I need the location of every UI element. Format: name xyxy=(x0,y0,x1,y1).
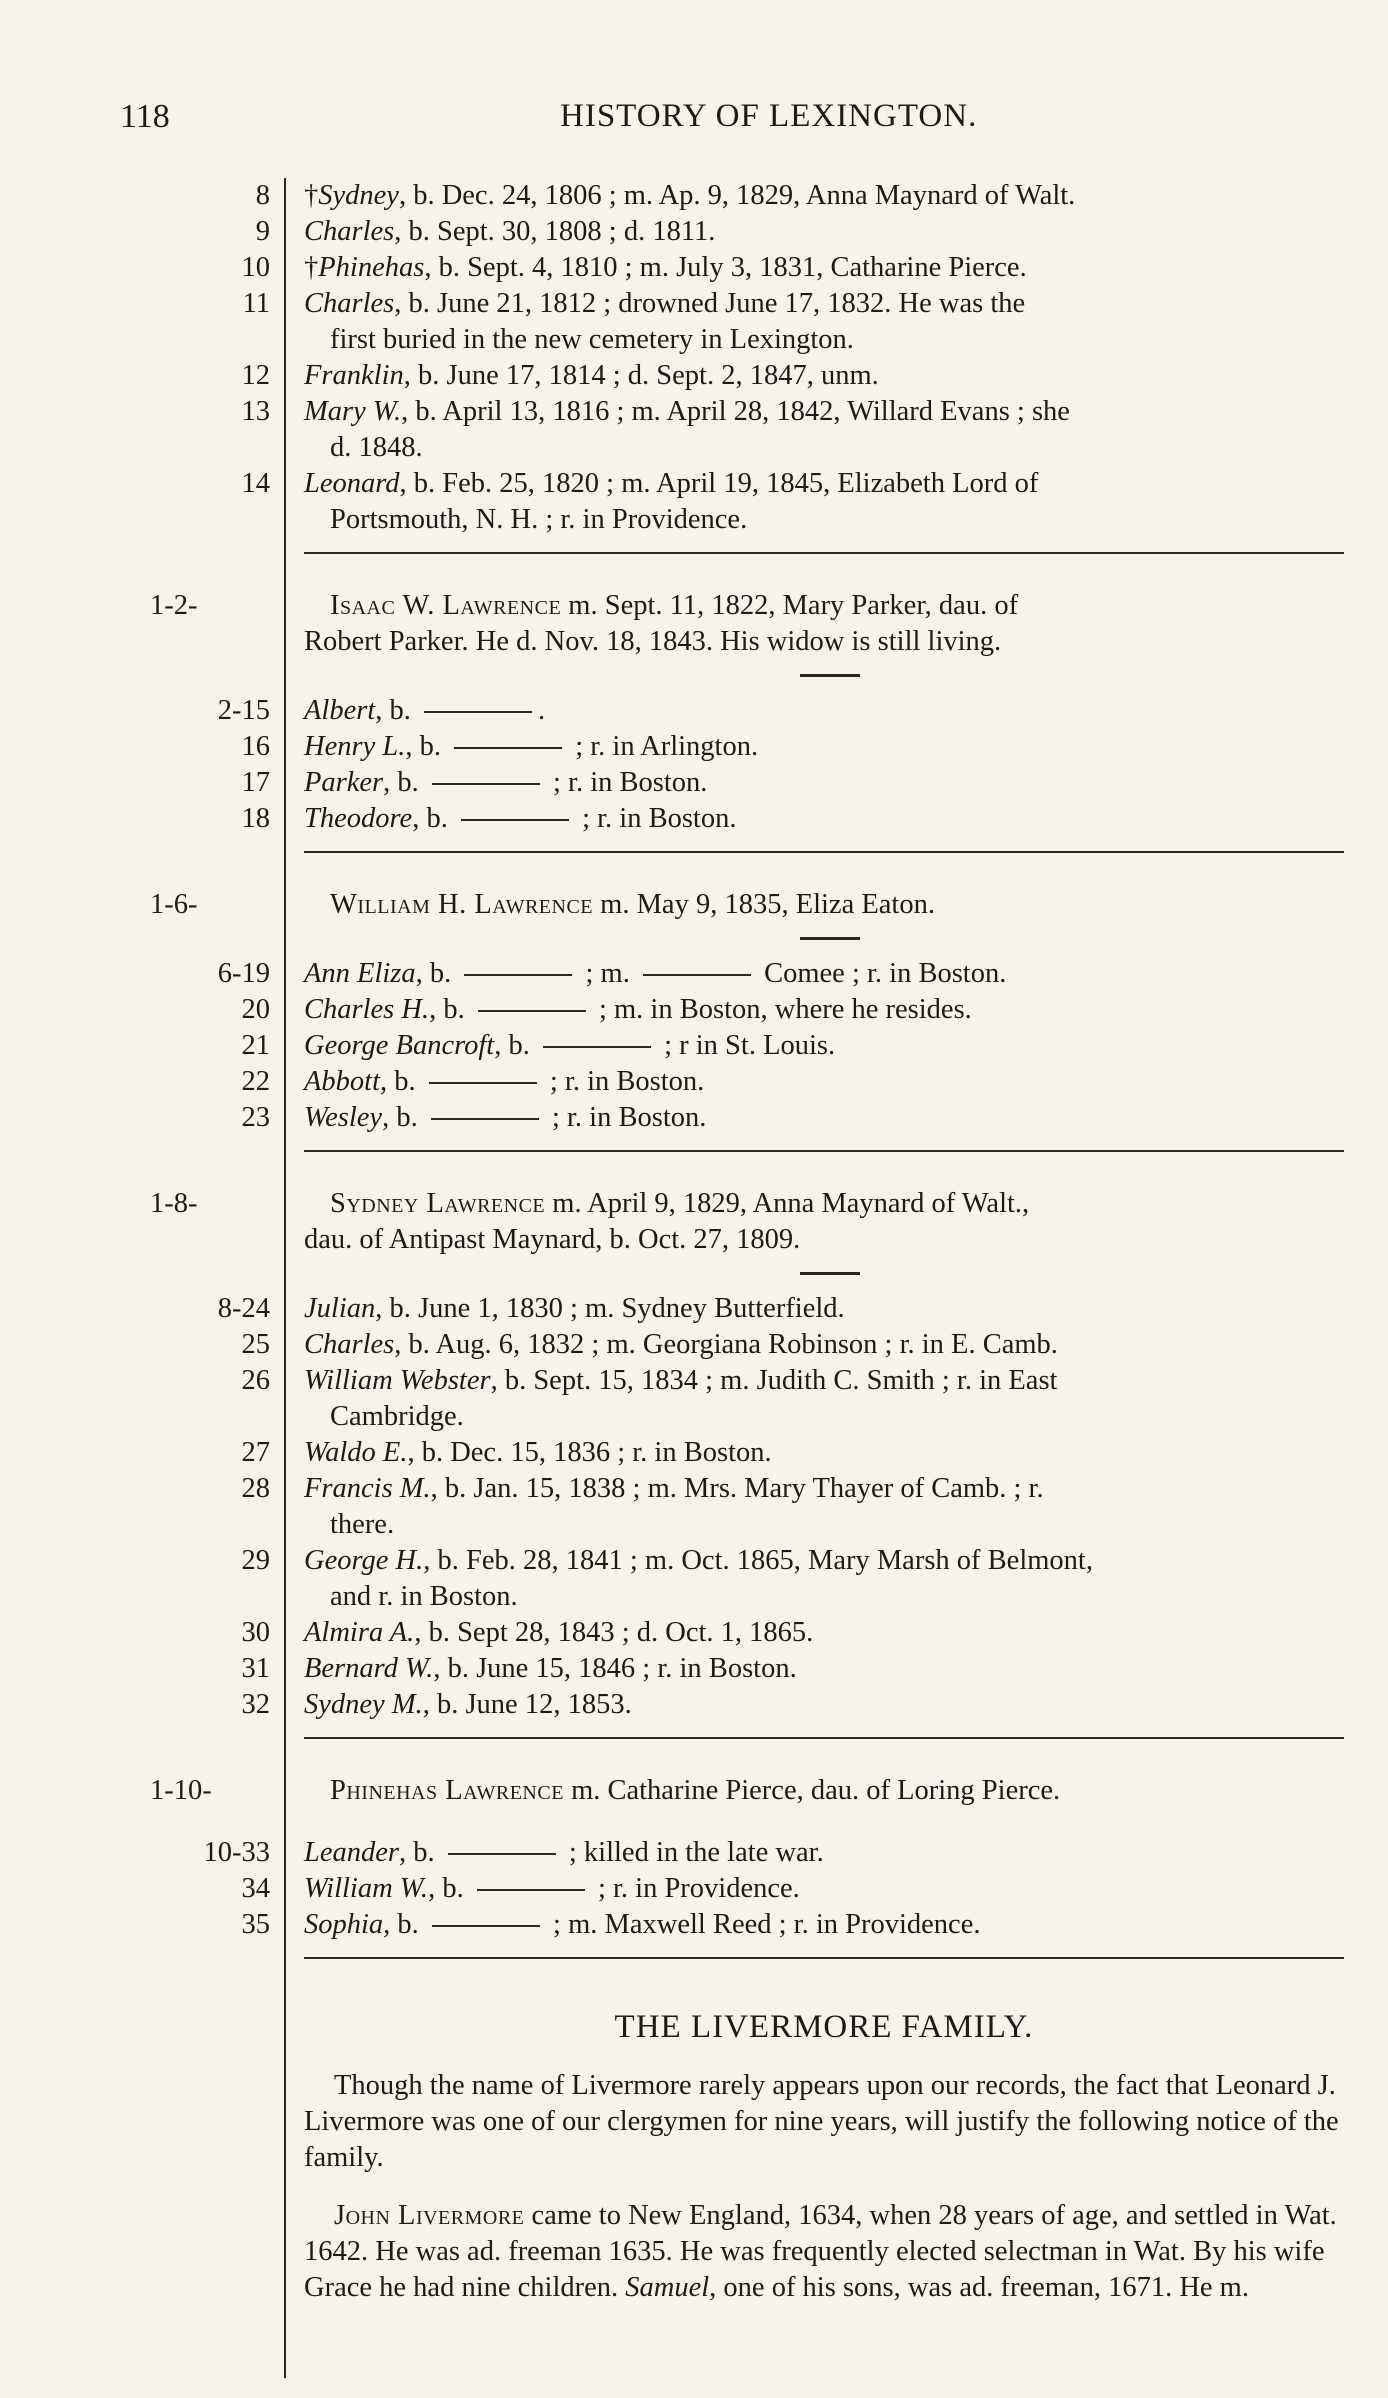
genealogy-entry xyxy=(0,1543,1388,1615)
child-name: Leander xyxy=(304,1837,399,1868)
short-rule xyxy=(800,674,860,677)
entry-details: , b. June 12, 1853. xyxy=(422,1689,632,1720)
entry-text xyxy=(304,1028,1344,1064)
blank-dash xyxy=(424,711,532,713)
family-head-name: Isaac W. Lawrence xyxy=(330,590,562,621)
child-name: Francis M. xyxy=(304,1473,431,1504)
entry-text xyxy=(304,1651,1344,1687)
blank-dash xyxy=(432,1925,540,1927)
family-head-name: Phinehas Lawrence xyxy=(330,1775,564,1806)
entry-details: ; m. Maxwell Reed ; r. in Providence. xyxy=(545,1909,981,1940)
family-number: 1-6- xyxy=(150,889,198,920)
entry-details: , b. Sept. 15, 1834 ; m. Judith C. Smith ; r. in East xyxy=(490,1365,1058,1396)
genealogy-entry xyxy=(0,1471,1388,1543)
entry-text xyxy=(304,286,1344,358)
entry-text xyxy=(304,1615,1344,1651)
entry-number: 10-33 xyxy=(203,1837,270,1868)
person-name: John Livermore xyxy=(334,2200,525,2231)
entry-number: 31 xyxy=(241,1653,270,1684)
short-rule xyxy=(800,1272,860,1275)
entry-text xyxy=(304,1064,1344,1100)
entry-number: 8-24 xyxy=(217,1293,270,1324)
family-head-text: m. April 9, 1829, Anna Maynard of Walt., xyxy=(545,1188,1030,1219)
entry-details: , b. xyxy=(429,994,472,1025)
entry-number: 27 xyxy=(241,1437,270,1468)
child-name: Mary W. xyxy=(304,396,402,427)
entry-number: 2-15 xyxy=(217,695,270,726)
entry-number: 16 xyxy=(241,731,270,762)
child-name: Charles xyxy=(304,288,395,319)
entry-details: , b. Sept 28, 1843 ; d. Oct. 1, 1865. xyxy=(414,1617,814,1648)
entry-number: 30 xyxy=(241,1617,270,1648)
children-block-3 xyxy=(0,956,1388,1136)
genealogy-entry xyxy=(0,1435,1388,1471)
blank-dash xyxy=(429,1082,537,1084)
intro-paragraph: Though the name of Livermore rarely appears upon our records, the fact that Leonard J. Livermore was one of our clergymen for nine years, will justify the following notice of the family. xyxy=(304,2070,1339,2173)
family-head-text: m. Sept. 11, 1822, Mary Parker, dau. of xyxy=(561,590,1019,621)
child-name: Almira A. xyxy=(304,1617,415,1648)
entry-number: 34 xyxy=(241,1873,270,1904)
entry-number: 11 xyxy=(242,288,270,319)
blank-dash xyxy=(448,1853,556,1855)
entry-details: Comee ; r. in Boston. xyxy=(756,958,1007,989)
entry-text xyxy=(304,394,1344,466)
dagger-mark: † xyxy=(304,252,319,283)
entry-text xyxy=(304,1291,1344,1327)
family-divider xyxy=(304,1957,1344,1959)
entry-number: 35 xyxy=(241,1909,270,1940)
entry-details: , b. xyxy=(383,767,426,798)
entry-details: , b. June 1, 1830 ; m. Sydney Butterfield. xyxy=(375,1293,845,1324)
family-head-name: William H. Lawrence xyxy=(330,889,594,920)
entry-number: 26 xyxy=(241,1365,270,1396)
entry-text xyxy=(304,214,1344,250)
genealogy-entry xyxy=(0,1651,1388,1687)
genealogy-entry xyxy=(0,214,1388,250)
entry-details: , b. Dec. 15, 1836 ; r. in Boston. xyxy=(407,1437,772,1468)
family-number: 1-2- xyxy=(150,590,198,621)
genealogy-entry xyxy=(0,1064,1388,1100)
child-name: Franklin xyxy=(304,360,404,391)
entry-details: , b. Sept. 4, 1810 ; m. July 3, 1831, Catharine Pierce. xyxy=(424,252,1027,283)
family-head-cont: Robert Parker. He d. Nov. 18, 1843. His widow is still living. xyxy=(304,626,1002,657)
family-heading xyxy=(0,588,1388,660)
entry-text xyxy=(304,178,1344,214)
entry-details: ; m. in Boston, where he resides. xyxy=(591,994,972,1025)
genealogy-entry xyxy=(0,1871,1388,1907)
entry-details: , b. xyxy=(412,803,455,834)
entry-details: ; r. in Boston. xyxy=(545,767,708,798)
entry-details: , b. xyxy=(428,1873,471,1904)
entry-number: 13 xyxy=(241,396,270,427)
blank-dash xyxy=(461,819,569,821)
entry-number: 17 xyxy=(241,767,270,798)
entry-text xyxy=(304,1907,1344,1943)
entry-number: 6-19 xyxy=(217,958,270,989)
genealogy-entry xyxy=(0,466,1388,538)
child-name: Charles H. xyxy=(304,994,430,1025)
genealogy-entry xyxy=(0,1687,1388,1723)
child-name: Bernard W. xyxy=(304,1653,434,1684)
entry-number: 10 xyxy=(241,252,270,283)
entry-text xyxy=(304,693,1344,729)
entry-details: , b. xyxy=(415,958,459,989)
entry-details: , b. June 17, 1814 ; d. Sept. 2, 1847, unm. xyxy=(403,360,879,391)
child-name: Theodore xyxy=(304,803,413,834)
genealogy-entry xyxy=(0,1327,1388,1363)
blank-dash xyxy=(543,1046,651,1048)
entry-continuation: first buried in the new cemetery in Lexington. xyxy=(330,324,854,355)
entry-text xyxy=(304,729,1344,765)
entry-details: . xyxy=(538,695,546,726)
child-name: William W. xyxy=(304,1873,429,1904)
entry-number: 25 xyxy=(241,1329,270,1360)
entry-text xyxy=(304,1687,1344,1723)
entry-details: , b. Feb. 28, 1841 ; m. Oct. 1865, Mary Marsh of Belmont, xyxy=(423,1545,1093,1576)
paragraph-text: , one of his sons, was ad. freeman, 1671. He m. xyxy=(709,2272,1249,2303)
children-block-4 xyxy=(0,1291,1388,1723)
entry-details: , b. xyxy=(383,1909,426,1940)
entry-text xyxy=(304,1100,1344,1136)
running-title: HISTORY OF LEXINGTON. xyxy=(560,98,978,134)
john-livermore-paragraph xyxy=(304,2198,1340,2306)
entry-text xyxy=(304,956,1344,992)
family-number: 1-8- xyxy=(150,1188,198,1219)
children-block-5 xyxy=(0,1835,1388,1943)
genealogy-entry xyxy=(0,286,1388,358)
child-name: Charles xyxy=(304,1329,395,1360)
genealogy-entry xyxy=(0,178,1388,214)
family-divider xyxy=(304,851,1344,853)
entry-details: , b. June 21, 1812 ; drowned June 17, 1832. He was the xyxy=(394,288,1026,319)
genealogy-entry xyxy=(0,729,1388,765)
entry-details: , b. xyxy=(405,731,449,762)
entry-text xyxy=(304,1471,1344,1543)
entry-continuation: and r. in Boston. xyxy=(330,1581,518,1612)
entry-continuation: Portsmouth, N. H. ; r. in Providence. xyxy=(330,504,748,535)
family-divider xyxy=(304,1737,1344,1739)
page-number: 118 xyxy=(120,98,170,135)
entry-details: , b. xyxy=(399,1837,442,1868)
genealogy-entry xyxy=(0,358,1388,394)
entry-details: ; r. in Boston. xyxy=(542,1066,705,1097)
child-name: Ann Eliza xyxy=(304,958,416,989)
entry-number: 12 xyxy=(241,360,270,391)
entry-details: , b. Sept. 30, 1808 ; d. 1811. xyxy=(394,216,716,247)
genealogy-entry xyxy=(0,992,1388,1028)
entry-continuation: Cambridge. xyxy=(330,1401,464,1432)
children-block-1 xyxy=(0,178,1388,538)
genealogy-entry xyxy=(0,1835,1388,1871)
entry-details: , b. xyxy=(494,1030,537,1061)
entry-number: 21 xyxy=(241,1030,270,1061)
entry-details: , b. Feb. 25, 1820 ; m. April 19, 1845, Elizabeth Lord of xyxy=(399,468,1039,499)
entry-details: ; r. in Boston. xyxy=(544,1102,707,1133)
blank-dash xyxy=(478,1010,586,1012)
blank-dash xyxy=(432,783,540,785)
short-rule xyxy=(800,937,860,940)
entry-text xyxy=(304,250,1344,286)
child-name: Henry L. xyxy=(304,731,406,762)
family-head-name: Sydney Lawrence xyxy=(330,1188,546,1219)
child-name: Leonard xyxy=(304,468,400,499)
child-name: Charles xyxy=(304,216,395,247)
child-name: Phinehas xyxy=(318,252,425,283)
family-heading xyxy=(0,1773,1388,1809)
genealogy-entry xyxy=(0,1363,1388,1435)
child-name: Julian xyxy=(304,1293,376,1324)
entry-number: 20 xyxy=(241,994,270,1025)
entry-text xyxy=(304,1543,1344,1615)
entry-details: , b. Dec. 24, 1806 ; m. Ap. 9, 1829, Anna Maynard of Walt. xyxy=(398,180,1076,211)
genealogy-entry xyxy=(0,765,1388,801)
entry-continuation: d. 1848. xyxy=(330,432,423,463)
genealogy-entry xyxy=(0,1100,1388,1136)
family-divider xyxy=(304,1150,1344,1152)
blank-dash xyxy=(643,974,751,976)
entry-number: 28 xyxy=(241,1473,270,1504)
child-name: Parker xyxy=(304,767,384,798)
entry-details: , b. Aug. 6, 1832 ; m. Georgiana Robinson ; r. in E. Camb. xyxy=(394,1329,1058,1360)
entry-text xyxy=(304,358,1344,394)
family-heading xyxy=(0,1186,1388,1258)
entry-number: 23 xyxy=(241,1102,270,1133)
family-head-text: m. Catharine Pierce, dau. of Loring Pierce. xyxy=(563,1775,1061,1806)
genealogy-entry xyxy=(0,1615,1388,1651)
child-name: Wesley xyxy=(304,1102,383,1133)
entry-number: 14 xyxy=(241,468,270,499)
blank-dash xyxy=(431,1118,539,1120)
entry-details: , b. April 13, 1816 ; m. April 28, 1842, Willard Evans ; she xyxy=(401,396,1070,427)
child-name: William Webster xyxy=(304,1365,491,1396)
entry-details: , b. xyxy=(375,695,418,726)
genealogy-entry xyxy=(0,1907,1388,1943)
entry-details: ; r. in Boston. xyxy=(574,803,737,834)
blank-dash xyxy=(477,1889,585,1891)
child-name: Abbott xyxy=(304,1066,380,1097)
entry-number: 8 xyxy=(255,180,270,211)
page-header xyxy=(0,98,1388,148)
entry-number: 32 xyxy=(241,1689,270,1720)
entry-details: , b. xyxy=(382,1102,425,1133)
genealogy-entry xyxy=(0,250,1388,286)
child-name: Waldo E. xyxy=(304,1437,408,1468)
entry-text xyxy=(304,801,1344,837)
entry-text xyxy=(304,1835,1344,1871)
entry-number: 22 xyxy=(241,1066,270,1097)
family-divider xyxy=(304,552,1344,554)
entry-details: , b. xyxy=(380,1066,423,1097)
page-body xyxy=(0,178,1388,2306)
children-block-2 xyxy=(0,693,1388,837)
child-name: George Bancroft xyxy=(304,1030,495,1061)
entry-number: 18 xyxy=(241,803,270,834)
entry-details: ; r. in Arlington. xyxy=(568,731,759,762)
family-number: 1-10- xyxy=(150,1775,212,1806)
family-heading xyxy=(0,887,1388,923)
entry-text xyxy=(304,1363,1344,1435)
entry-text xyxy=(304,1871,1344,1907)
child-name: Albert xyxy=(304,695,376,726)
family-head-cont: dau. of Antipast Maynard, b. Oct. 27, 1809. xyxy=(304,1224,801,1255)
entry-details: ; r. in Providence. xyxy=(590,1873,800,1904)
section-title: THE LIVERMORE FAMILY. xyxy=(614,2009,1034,2045)
child-name: Sophia xyxy=(304,1909,384,1940)
entry-continuation: there. xyxy=(330,1509,395,1540)
child-name: Sydney M. xyxy=(304,1689,423,1720)
entry-text xyxy=(304,765,1344,801)
entry-text xyxy=(304,1435,1344,1471)
family-head-text: m. May 9, 1835, Eliza Eaton. xyxy=(593,889,935,920)
entry-details: ; killed in the late war. xyxy=(561,1837,824,1868)
entry-details: , b. Jan. 15, 1838 ; m. Mrs. Mary Thayer of Camb. ; r. xyxy=(430,1473,1044,1504)
child-name: George H. xyxy=(304,1545,424,1576)
entry-number: 9 xyxy=(255,216,270,247)
genealogy-entry xyxy=(0,956,1388,992)
entry-text xyxy=(304,1327,1344,1363)
entry-details: , b. June 15, 1846 ; r. in Boston. xyxy=(433,1653,797,1684)
dagger-mark: † xyxy=(304,180,319,211)
paragraph-text: came to New England, 1634, when 28 years of age, and settled in Wat. 1642. He was ad. freeman 1635. He was frequently elected selectman in Wat. By his wife Grace he had nine children. xyxy=(304,2200,1337,2303)
genealogy-entry xyxy=(0,693,1388,729)
entry-text xyxy=(304,466,1344,538)
genealogy-entry xyxy=(0,1028,1388,1064)
genealogy-entry xyxy=(0,1291,1388,1327)
entry-details: ; m. xyxy=(578,958,637,989)
blank-dash xyxy=(454,747,562,749)
genealogy-entry xyxy=(0,801,1388,837)
entry-number: 29 xyxy=(241,1545,270,1576)
genealogy-entry xyxy=(0,394,1388,466)
blank-dash xyxy=(464,974,572,976)
entry-text xyxy=(304,992,1344,1028)
entry-details: ; r in St. Louis. xyxy=(656,1030,836,1061)
child-name: Sydney xyxy=(318,180,399,211)
person-name-italic: Samuel xyxy=(625,2272,710,2303)
